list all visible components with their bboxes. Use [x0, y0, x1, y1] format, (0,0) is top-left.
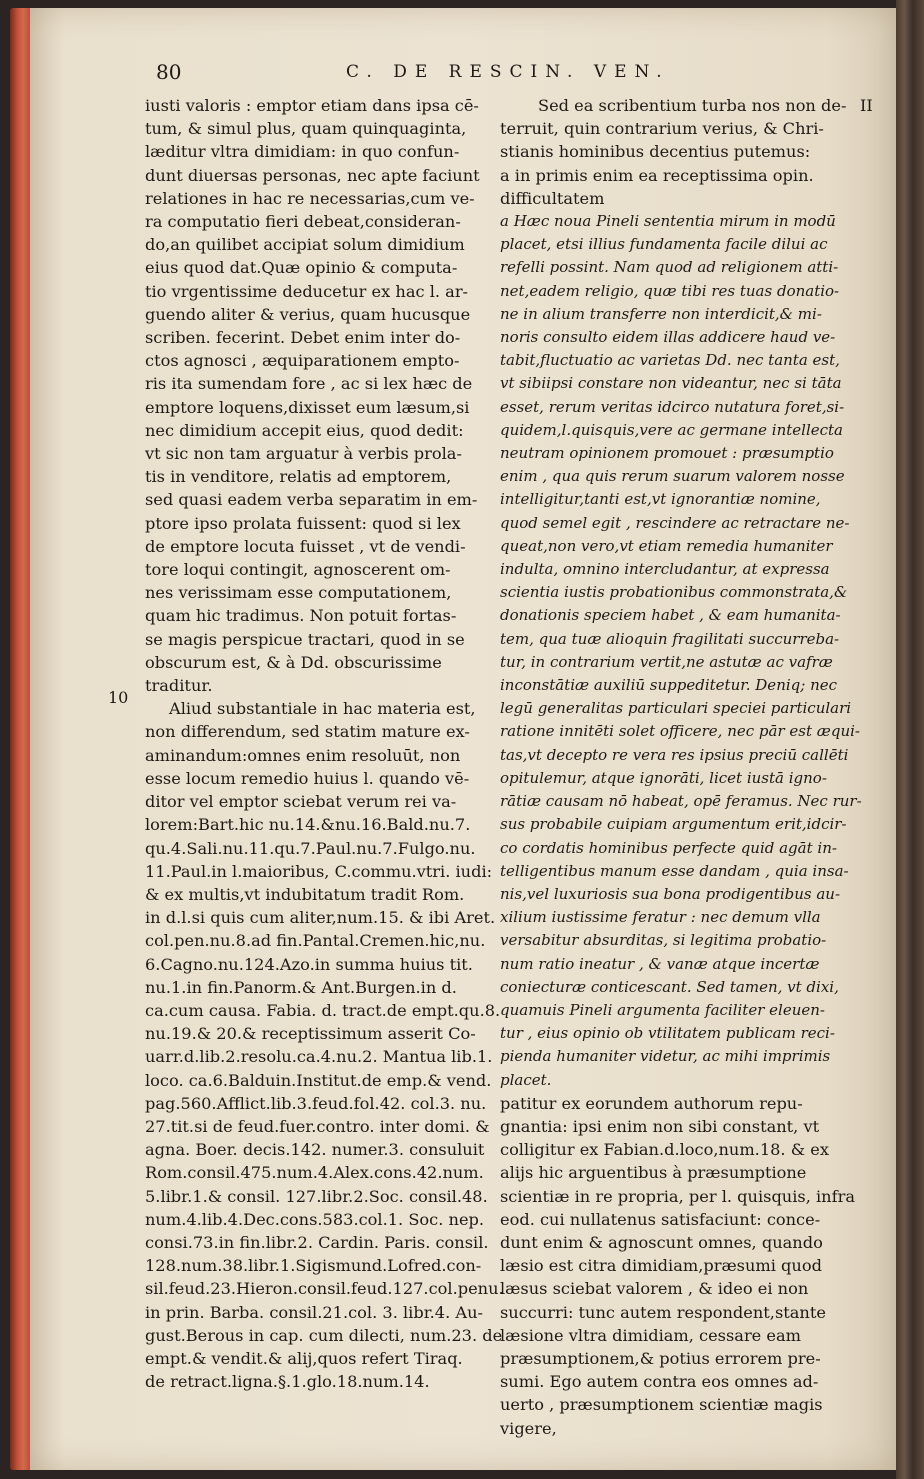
text-line: in prin. Barba. consil.21.col. 3. libr.4. Au- — [145, 1302, 483, 1322]
text-line: neutram opinionem promouet : præsumptio — [500, 444, 834, 463]
text-line: 27.tit.si de feud.fuer.contro. inter domi. & — [145, 1116, 490, 1136]
text-line: telligentibus manum esse dandam , quia insa- — [500, 861, 849, 880]
text-line: enim , qua quis rerum suarum valorem nosse — [500, 467, 845, 486]
text-line: quamuis Pineli argumenta faciliter eleuen- — [500, 1000, 825, 1019]
text-line: læditur vltra dimidiam: in quo confun- — [145, 142, 460, 162]
text-line: læsio est citra dimidiam,præsumi quod — [500, 1256, 822, 1276]
text-line: a in primis enim ea receptissima opin. — [500, 165, 814, 185]
text-line: tabit,fluctuatio ac varietas Dd. nec tanta est, — [500, 351, 840, 370]
text-line: & ex multis,vt indubitatum tradit Rom. — [145, 884, 465, 904]
text-line: difficultatem — [500, 188, 605, 208]
text-line: 5.libr.1.& consil. 127.libr.2.Soc. consil.48. — [145, 1186, 488, 1206]
margin-number-10: 10 — [108, 688, 129, 707]
text-line: pienda humaniter videtur, ac mihi imprimis — [500, 1047, 831, 1066]
text-line: tem, qua tuæ alioquin fragilitati succurreba- — [500, 629, 840, 648]
text-line: consi.73.in fin.libr.2. Cardin. Paris. consil. — [145, 1232, 489, 1252]
text-line: tum, & simul plus, quam quinquaginta, — [145, 119, 467, 139]
book-edge-right — [896, 0, 924, 1479]
text-line: traditur. — [145, 676, 213, 696]
text-line: Aliud substantiale in hac materia est, — [169, 699, 476, 719]
text-line: eius quod dat.Quæ opinio & computa- — [145, 258, 458, 278]
text-line: sus probabile cuipiam argumentum erit,idcir- — [500, 815, 847, 834]
page-number: 80 — [156, 60, 182, 84]
text-line: vigere, — [500, 1418, 557, 1438]
text-line: loco. ca.6.Balduin.Institut.de emp.& vend. — [145, 1070, 492, 1090]
text-line: quod semel egit , rescindere ac retractare ne- — [500, 513, 850, 532]
margin-number-11: II — [860, 96, 873, 115]
text-line: co cordatis hominibus perfecte quid agāt in- — [500, 838, 837, 857]
text-line: obscurum est, & à Dd. obscurissime — [145, 652, 442, 672]
text-line: patitur ex eorundem authorum repu- — [500, 1093, 803, 1113]
text-line: agna. Boer. decis.142. numer.3. consuluit — [145, 1140, 485, 1160]
text-line: tas,vt decepto re vera res ipsius preciū callēti — [500, 745, 849, 764]
text-line: noris consulto eidem illas addicere haud ve- — [500, 328, 836, 347]
text-line: ctos agnosci , æquiparationem empto- — [145, 351, 460, 371]
text-line: num ratio ineatur , & vanæ atque incertæ — [500, 954, 820, 973]
text-line: scriben. fecerint. Debet enim inter do- — [145, 328, 461, 348]
text-line: nu.19.& 20.& receptissimum asserit Co- — [145, 1024, 476, 1044]
text-line: donationis speciem habet , & eam humanita- — [500, 606, 841, 625]
text-line: uarr.d.lib.2.resolu.ca.4.nu.2. Mantua lib.1. — [145, 1047, 493, 1067]
text-line: ne in alium transferre non interdicit,& mi- — [500, 304, 822, 323]
text-line: sumi. Ego autem contra eos omnes ad- — [500, 1372, 819, 1392]
text-line: num.4.lib.4.Dec.cons.583.col.1. Soc. nep. — [145, 1209, 485, 1229]
text-line: placet, etsi illius fundamenta facile dilui ac — [500, 235, 828, 254]
right-paragraph-1 — [500, 94, 856, 210]
text-line: in d.l.si quis cum aliter,num.15. & ibi Aret. — [145, 908, 496, 928]
text-line: tore loqui contingit, agnoscerent om- — [145, 560, 451, 580]
text-line: do,an quilibet accipiat solum dimidium — [145, 235, 465, 255]
text-line: de emptore locuta fuisset , vt de vendi- — [145, 536, 466, 556]
text-line: vt sic non tam arguatur à verbis prola- — [145, 444, 462, 464]
text-line: stianis hominibus decentius putemus: — [500, 142, 811, 162]
text-line: læsione vltra dimidiam, cessare eam — [500, 1325, 801, 1345]
text-line: refelli possint. Nam quod ad religionem atti- — [500, 258, 839, 277]
right-column — [500, 94, 862, 1440]
text-line: opitulemur, atque ignorāti, licet iustā igno- — [500, 768, 827, 787]
text-line: aminandum:omnes enim resoluūt, non — [145, 745, 461, 765]
left-paragraph-1 — [145, 94, 497, 697]
text-line: Rom.consil.475.num.4.Alex.cons.42.num. — [145, 1163, 484, 1183]
book-edge-left — [10, 8, 32, 1470]
text-line: gust.Berous in cap. cum dilecti, num.23. de — [145, 1325, 503, 1345]
text-line: vt sibiipsi constare non videantur, nec si tāta — [500, 374, 842, 393]
text-line: ris ita sumendam fore , ac si lex hæc de — [145, 374, 473, 394]
text-line: nec dimidium accepit eius, quod dedit: — [145, 420, 464, 440]
text-line: esset, rerum veritas idcirco nutatura foret,si- — [500, 397, 845, 416]
text-line: nes verissimam esse computationem, — [145, 583, 452, 603]
text-line: alijs hic arguentibus à præsumptione — [500, 1163, 807, 1183]
text-line: 6.Cagno.nu.124.Azo.in summa huius tit. — [145, 954, 473, 974]
text-line: tio vrgentissime deducetur ex hac l. ar- — [145, 281, 469, 301]
text-line: lorem:Bart.hic nu.14.&nu.16.Bald.nu.7. — [145, 815, 471, 835]
text-line: nu.1.in fin.Panorm.& Ant.Burgen.in d. — [145, 977, 457, 997]
running-title: C. DE RESCIN. VEN. — [346, 62, 670, 82]
text-line: Sed ea scribentium turba nos non de- — [538, 96, 847, 115]
text-line: pag.560.Afflict.lib.3.feud.fol.42. col.3. nu. — [145, 1093, 487, 1113]
text-line: esse locum remedio huius l. quando vē- — [145, 768, 470, 788]
text-line: inconstātiæ auxiliū suppeditetur. Deniq; nec — [500, 676, 838, 695]
text-line: sil.feud.23.Hieron.consil.feud.127.col.penu. — [145, 1279, 504, 1299]
text-line: uerto , præsumptionem scientiæ magis — [500, 1395, 823, 1415]
text-line: intelligitur,tanti est,vt ignorantiæ nomine, — [500, 490, 821, 509]
text-line: guendo aliter & verius, quam hucusque — [145, 304, 471, 324]
text-line: empt.& vendit.& alij,quos refert Tiraq. — [145, 1348, 463, 1368]
text-line: terruit, quin contrarium verius, & Chri- — [500, 119, 824, 139]
text-line: qu.4.Sali.nu.11.qu.7.Paul.nu.7.Fulgo.nu. — [145, 838, 476, 858]
text-line: rātiæ causam nō habeat, opē feramus. Nec rur- — [500, 792, 862, 811]
text-line: sed quasi eadem verba separatim in em- — [145, 490, 478, 510]
text-line: colligitur ex Fabian.d.loco,num.18. & ex — [500, 1140, 829, 1160]
text-line: dunt enim & agnoscunt omnes, quando — [500, 1232, 823, 1252]
text-line: col.pen.nu.8.ad fin.Pantal.Cremen.hic,nu. — [145, 931, 486, 951]
text-line: 11.Paul.in l.maioribus, C.commu.vtri. iudi: — [145, 861, 493, 881]
text-line: indulta, omnino intercludantur, at expressa — [500, 560, 830, 579]
text-line: queat,non vero,vt etiam remedia humaniter — [500, 536, 833, 555]
text-line: tis in venditore, relatis ad emptorem, — [145, 467, 452, 487]
text-line: scientiæ in re propria, per l. quisquis, infra — [500, 1186, 855, 1206]
left-column — [145, 94, 504, 1393]
left-paragraph-2 — [145, 697, 504, 1393]
text-line: ptore ipso prolata fuissent: quod si lex — [145, 513, 461, 533]
text-line: legū generalitas particulari speciei particulari — [500, 699, 852, 718]
text-line: ra computatio fieri debeat,consideran- — [145, 212, 461, 232]
text-line: præsumptionem,& potius errorem pre- — [500, 1348, 821, 1368]
text-line: scientia iustis probationibus commonstrata,& — [500, 583, 848, 602]
text-line: xilium iustissime feratur : nec demum vlla — [500, 908, 821, 927]
text-line: ca.cum causa. Fabia. d. tract.de empt.qu.8. — [145, 1000, 501, 1020]
text-line: tur, in contrarium vertit,ne astutæ ac vafræ — [500, 652, 833, 671]
text-line: versabitur absurditas, si legitima probatio- — [500, 931, 827, 950]
text-line: iusti valoris : emptor etiam dans ipsa cē- — [145, 96, 479, 115]
text-line: 128.num.38.libr.1.Sigismund.Lofred.con- — [145, 1256, 482, 1276]
text-line: læsus sciebat valorem , & ideo ei non — [500, 1279, 809, 1299]
right-paragraph-2 — [500, 1092, 856, 1440]
text-line: relationes in hac re necessarias,cum ve- — [145, 188, 475, 208]
text-line: quam hic tradimus. Non potuit fortas- — [145, 606, 457, 626]
text-line: ratione innitēti solet officere, nec pār est æqui- — [500, 722, 860, 741]
text-line: de retract.ligna.§.1.glo.18.num.14. — [145, 1372, 430, 1392]
text-line: placet. — [500, 1070, 552, 1089]
text-line: nis,vel luxuriosis sua bona prodigentibus au- — [500, 884, 841, 903]
right-annotation-note — [500, 210, 862, 1092]
page-header — [156, 60, 796, 90]
text-line: tur , eius opinio ob vtilitatem publicam reci- — [500, 1024, 835, 1043]
text-line: coniecturæ conticescant. Sed tamen, vt dixi, — [500, 977, 839, 996]
text-line: succurri: tunc autem respondent,stante — [500, 1302, 826, 1322]
text-line: ditor vel emptor sciebat verum rei va- — [145, 792, 457, 812]
text-line: quidem,l.quisquis,vere ac germane intellecta — [500, 420, 843, 439]
text-line: gnantia: ipsi enim non sibi constant, vt — [500, 1116, 820, 1136]
text-line: net,eadem religio, quæ tibi res tuas donatio- — [500, 281, 840, 300]
text-line: dunt diuersas personas, nec apte faciunt — [145, 165, 480, 185]
text-line: a Hæc noua Pineli sententia mirum in modū — [500, 212, 836, 231]
text-line: non differendum, sed statim mature ex- — [145, 722, 470, 742]
text-line: se magis perspicue tractari, quod in se — [145, 629, 465, 649]
text-line: emptore loquens,dixisset eum læsum,si — [145, 397, 470, 417]
text-line: eod. cui nullatenus satisfaciunt: conce- — [500, 1209, 821, 1229]
